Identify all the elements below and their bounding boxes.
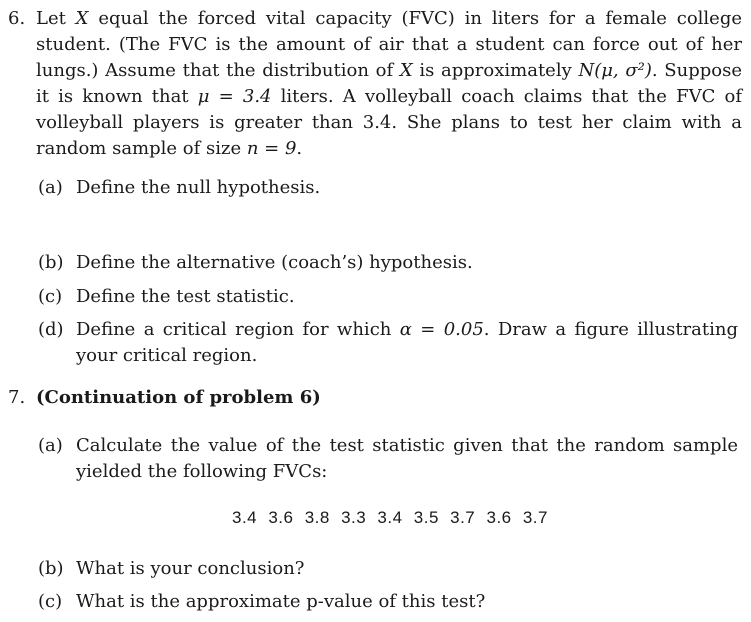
problem-6-part-d xyxy=(38,317,738,369)
part-text: What is your conclusion? xyxy=(76,558,305,579)
math-alpha: α = 0.05 xyxy=(399,319,484,340)
math-mu-value: μ = 3.4 xyxy=(197,86,272,107)
part-label: (d) xyxy=(38,319,64,340)
problem-7-part-b xyxy=(38,556,738,582)
problem-7-part-a xyxy=(38,433,738,485)
problem-6-part-b xyxy=(38,250,738,276)
part-text-pre: Define a critical region for which xyxy=(76,319,400,340)
problem-6-text-10: . xyxy=(296,138,303,159)
part-text-post: . Draw a figure illustrating your critical region. xyxy=(76,319,739,366)
problem-6-text-6: . Suppose it is known that xyxy=(36,60,742,107)
problem-6-text-8: liters. A volleyball coach claims that the FVC of volleyball players is greater than 3.4. She plans to test her claim with a random sample of size xyxy=(36,86,742,159)
part-text: Define the test statistic. xyxy=(76,286,295,307)
part-text: Calculate the value of the test statistic given that the random sample yielded the following FVCs: xyxy=(76,435,738,482)
problem-6-text-2: equal the forced vital capacity (FVC) in liters for a female college student. (The FVC is the amount of air that a student can force out of her lungs.) Assume that the distribution of xyxy=(36,8,742,81)
part-text: What is the approximate p-value of this test? xyxy=(76,591,486,612)
math-n-value: n = 9 xyxy=(246,138,297,159)
part-label: (a) xyxy=(38,177,63,198)
problem-6-text-4: is approximately xyxy=(412,60,579,81)
math-var-x: X xyxy=(399,60,413,81)
fvc-sample-values: 3.4 3.6 3.8 3.3 3.4 3.5 3.7 3.6 3.7 xyxy=(232,508,548,527)
problem-6-part-c xyxy=(38,284,738,310)
problem-6-statement xyxy=(36,6,742,162)
part-label: (c) xyxy=(38,286,63,307)
part-label: (b) xyxy=(38,558,64,579)
part-text: Define the null hypothesis. xyxy=(76,177,321,198)
part-text xyxy=(76,317,738,369)
part-label: (b) xyxy=(38,252,64,273)
problem-7-number: 7. xyxy=(8,387,26,408)
part-text: Define the alternative (coach’s) hypothesis. xyxy=(76,252,473,273)
problem-7-title: (Continuation of problem 6) xyxy=(36,387,321,408)
problem-6-number: 6. xyxy=(8,8,26,29)
problem-7-part-c xyxy=(38,589,738,615)
problem-6-part-a xyxy=(38,175,738,201)
part-label: (a) xyxy=(38,435,63,456)
math-distribution: N(μ, σ²) xyxy=(578,60,652,81)
problem-6-text-0: Let xyxy=(36,8,76,29)
part-label: (c) xyxy=(38,591,63,612)
math-var-x: X xyxy=(75,8,89,29)
